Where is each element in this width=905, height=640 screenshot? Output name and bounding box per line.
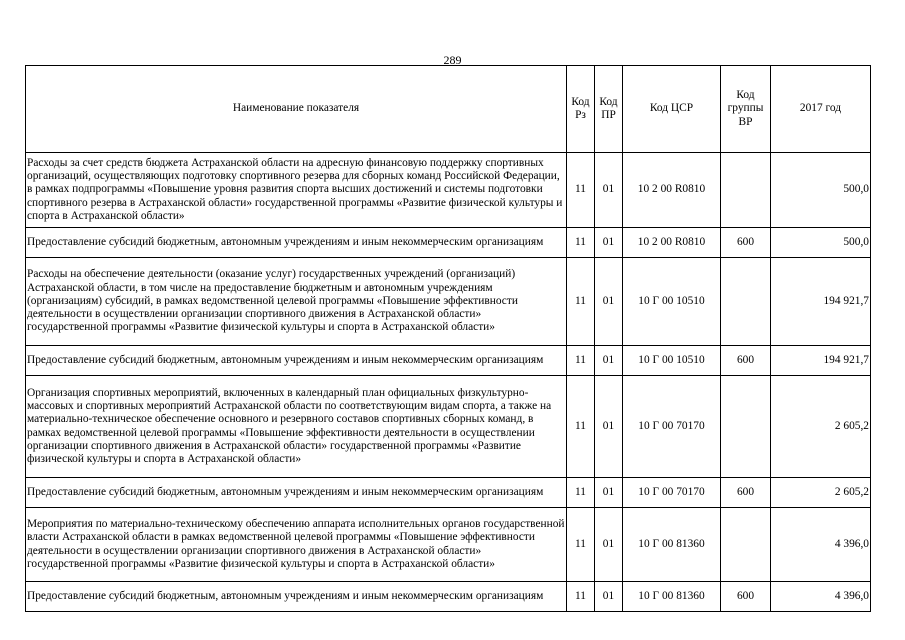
row-name: Мероприятия по материально-техническому обеспечению аппарата исполнительных органов государственной власти Астраханской области в рамках ведомственной целевой программы «Повышение эффективности деятельности в осуществлении организации спортивного движения в Астраханской области» государственной программы «Развитие физической культуры и спорта в Астраханской области»	[26, 508, 567, 582]
row-pr: 01	[595, 153, 623, 228]
header-vr: Код группы ВР	[721, 66, 771, 153]
row-vr	[721, 153, 771, 228]
table-row	[26, 153, 871, 228]
row-csr: 10 2 00 R0810	[623, 228, 721, 258]
row-vr	[721, 508, 771, 582]
row-pr: 01	[595, 508, 623, 582]
header-pr: Код ПР	[595, 66, 623, 153]
row-pr: 01	[595, 582, 623, 612]
row-rz: 11	[567, 376, 595, 478]
table-row	[26, 376, 871, 478]
row-pr: 01	[595, 258, 623, 346]
row-csr: 10 2 00 R0810	[623, 153, 721, 228]
row-rz: 11	[567, 228, 595, 258]
row-value: 2 605,2	[771, 478, 871, 508]
page-number: 289	[443, 53, 462, 67]
row-csr: 10 Г 00 10510	[623, 258, 721, 346]
row-name: Расходы за счет средств бюджета Астраханской области на адресную финансовую поддержку спортивных организаций, осуществляющих подготовку спортивного резерва для сборных команд Российской Федерации, в рамках подпрограммы «Повышение уровня развития спорта высших достижений и системы подготовки спортивного резерва в Астраханской области» государственной программы «Развитие физической культуры и спорта в Астраханской области»	[26, 153, 567, 228]
row-name: Предоставление субсидий бюджетным, автономным учреждениям и иным некоммерческим организациям	[26, 582, 567, 612]
row-vr: 600	[721, 346, 771, 376]
row-value: 500,0	[771, 153, 871, 228]
row-rz: 11	[567, 346, 595, 376]
header-name: Наименование показателя	[26, 66, 567, 153]
budget-table	[25, 65, 871, 612]
row-csr: 10 Г 00 70170	[623, 376, 721, 478]
row-vr	[721, 376, 771, 478]
row-pr: 01	[595, 346, 623, 376]
row-rz: 11	[567, 153, 595, 228]
row-name: Организация спортивных мероприятий, включенных в календарный план официальных физкультурно-массовых и спортивных мероприятий Астраханской области по соответствующим видам спорта, а также на материально-техническое обеспечение основного и резервного составов спортивных сборных команд, в рамках ведомственной целевой программы «Повышение эффективности деятельности в осуществлении организации спортивного движения в Астраханской области» государственной программы «Развитие физической культуры и спорта в Астраханской области»	[26, 376, 567, 478]
row-rz: 11	[567, 258, 595, 346]
row-name: Предоставление субсидий бюджетным, автономным учреждениям и иным некоммерческим организациям	[26, 478, 567, 508]
table-header-row	[26, 66, 871, 153]
row-csr: 10 Г 00 81360	[623, 582, 721, 612]
row-name: Предоставление субсидий бюджетным, автономным учреждениям и иным некоммерческим организациям	[26, 228, 567, 258]
table-row	[26, 582, 871, 612]
row-value: 4 396,0	[771, 508, 871, 582]
row-vr: 600	[721, 478, 771, 508]
row-rz: 11	[567, 508, 595, 582]
row-pr: 01	[595, 478, 623, 508]
row-value: 4 396,0	[771, 582, 871, 612]
row-vr	[721, 258, 771, 346]
table-row	[26, 258, 871, 346]
table-row	[26, 228, 871, 258]
row-rz: 11	[567, 478, 595, 508]
row-name: Предоставление субсидий бюджетным, автономным учреждениям и иным некоммерческим организациям	[26, 346, 567, 376]
row-name: Расходы на обеспечение деятельности (оказание услуг) государственных учреждений (организаций) Астраханской области, в том числе на предоставление бюджетным и автономным учреждениям (организациям) субсидий, в рамках ведомственной целевой программы «Повышение эффективности деятельности в осуществлении организации спортивного движения в Астраханской области» государственной программы «Развитие физической культуры и спорта в Астраханской области»	[26, 258, 567, 346]
table-row	[26, 478, 871, 508]
row-value: 194 921,7	[771, 258, 871, 346]
row-vr: 600	[721, 228, 771, 258]
row-value: 500,0	[771, 228, 871, 258]
table-row	[26, 508, 871, 582]
header-year: 2017 год	[771, 66, 871, 153]
header-rz: Код Рз	[567, 66, 595, 153]
row-csr: 10 Г 00 70170	[623, 478, 721, 508]
row-csr: 10 Г 00 10510	[623, 346, 721, 376]
row-vr: 600	[721, 582, 771, 612]
row-pr: 01	[595, 376, 623, 478]
header-csr: Код ЦСР	[623, 66, 721, 153]
row-value: 2 605,2	[771, 376, 871, 478]
row-value: 194 921,7	[771, 346, 871, 376]
row-csr: 10 Г 00 81360	[623, 508, 721, 582]
row-pr: 01	[595, 228, 623, 258]
table-row	[26, 346, 871, 376]
row-rz: 11	[567, 582, 595, 612]
